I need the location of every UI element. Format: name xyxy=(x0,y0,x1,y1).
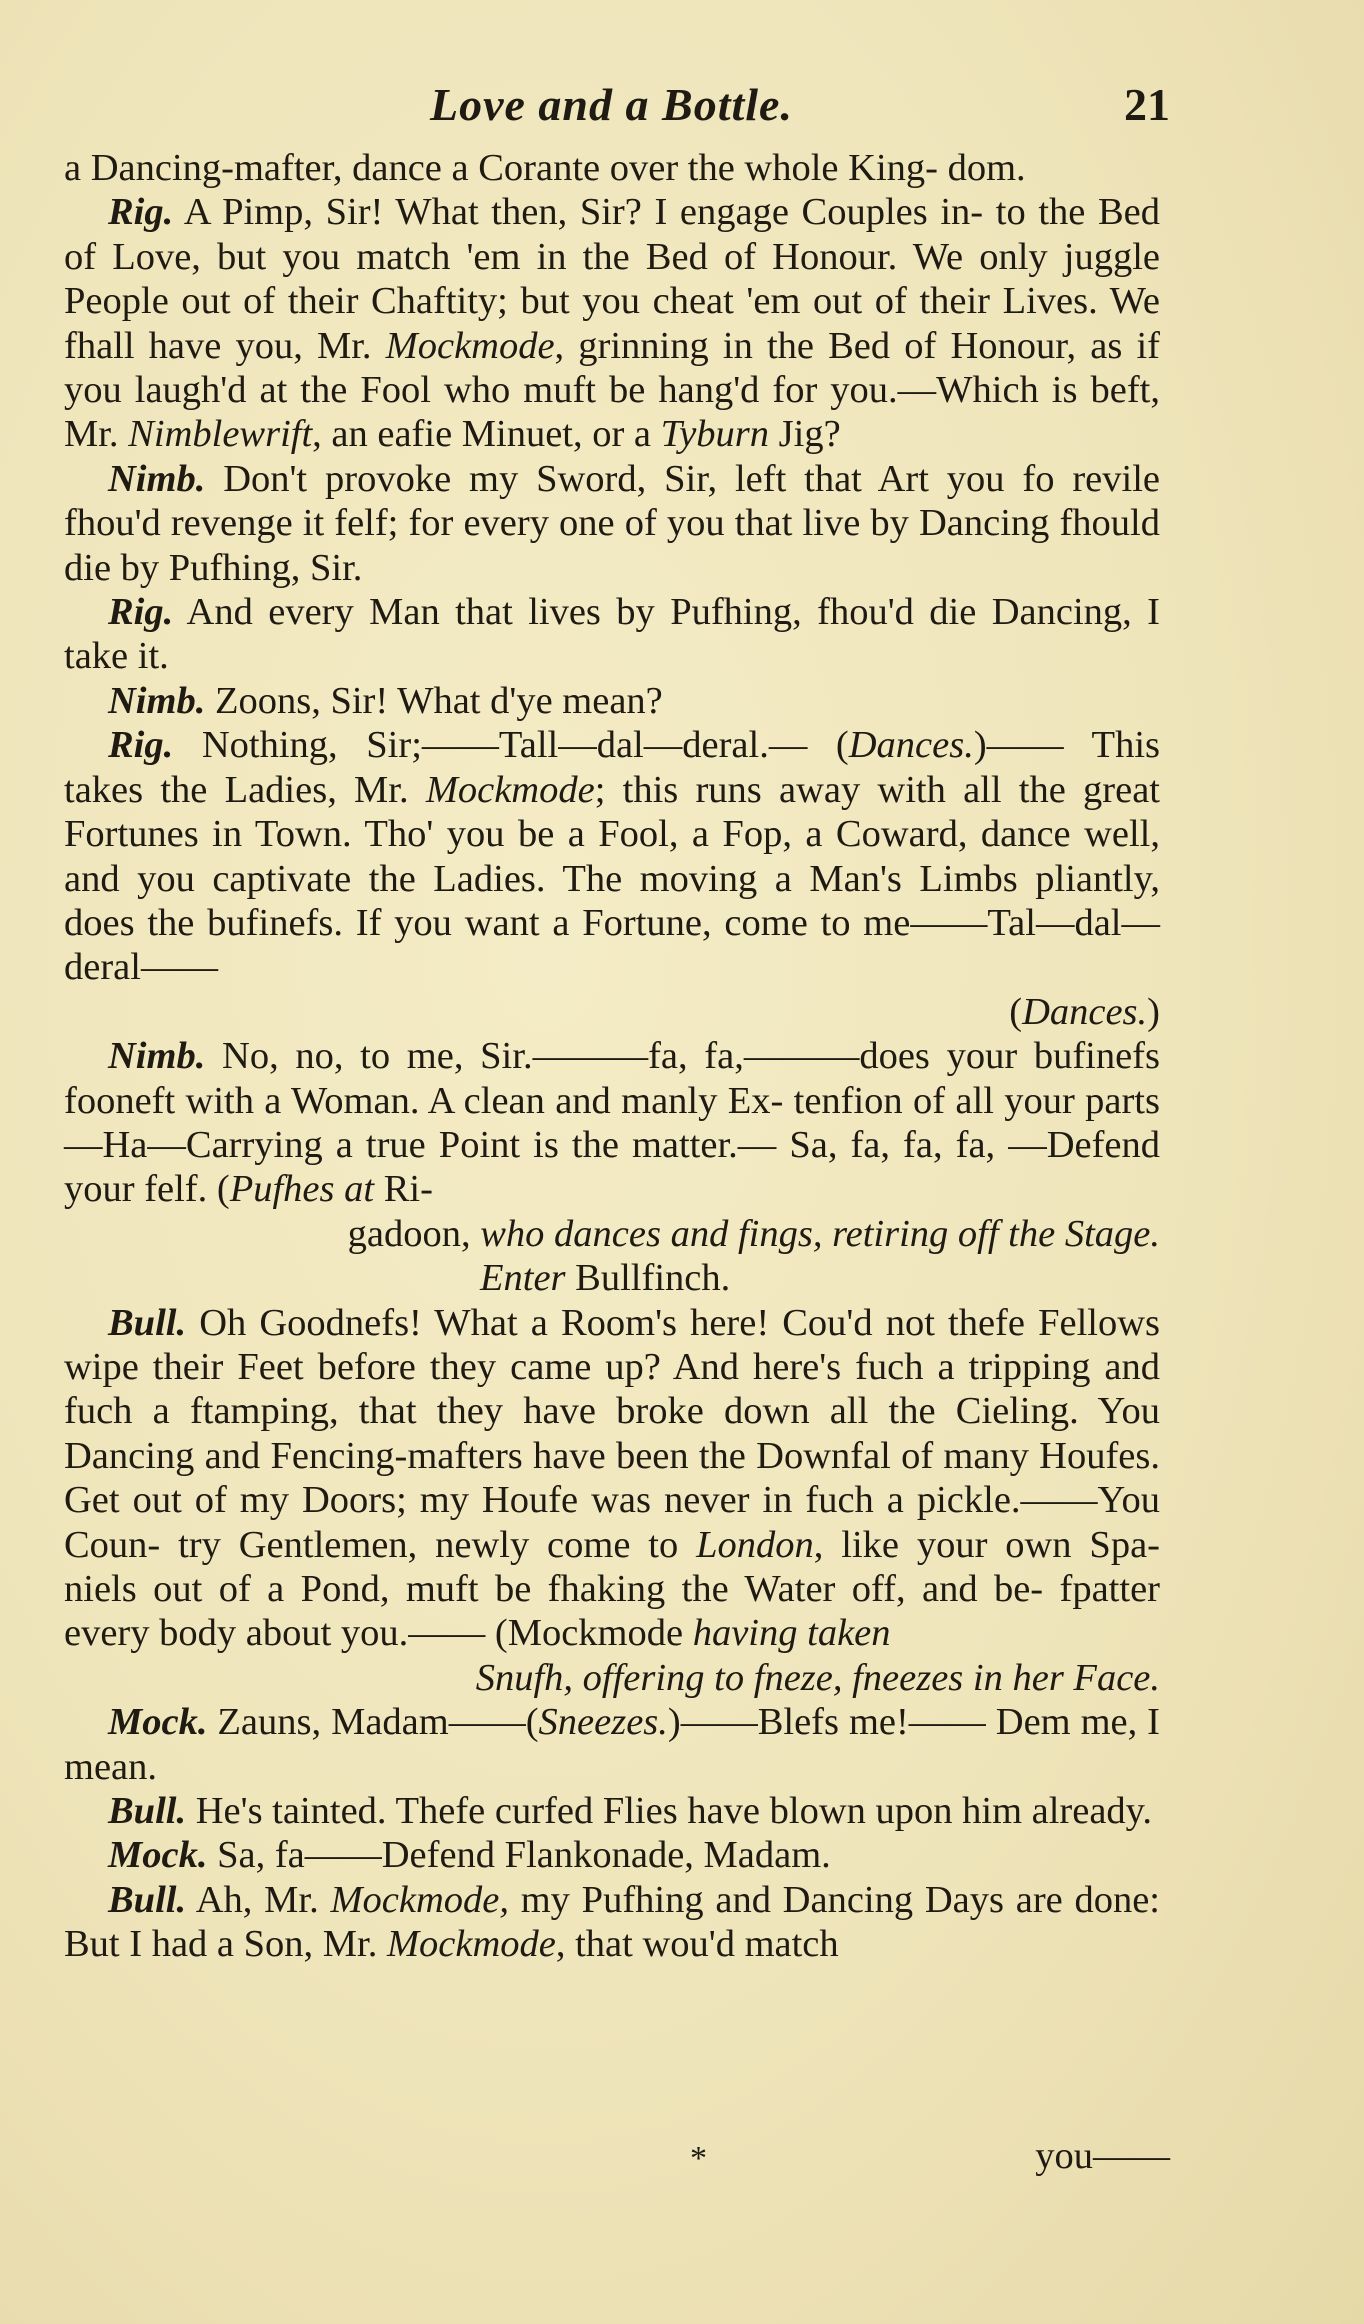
speaker-label: Mock. xyxy=(108,1701,208,1744)
speaker-label: Rig. xyxy=(108,191,174,234)
paragraph-continuation: a Dancing-mafter, dance a Corante over the whole King- dom. xyxy=(64,147,1026,189)
speech-nimblewrist-1: Nimb. Don't provoke my Sword, Sir, left that Art you fo revile fhou'd revenge it felf; for every one of you that live by Dancing fhould die by Pufhing, Sir. xyxy=(64,457,1160,589)
page-header xyxy=(60,78,1170,138)
speaker-label: Nimb. xyxy=(108,679,206,722)
speech-mockmode-1: Mock. Zauns, Madam——(Sneezes.)——Blefs me!—— Dem me, I mean. xyxy=(64,1701,1161,1788)
stage-direction-dances: (Dances.) xyxy=(1009,990,1160,1033)
stage-direction-enter: Enter Bullfinch. xyxy=(480,1257,731,1300)
speech-bullfinch-1: Bull. Oh Goodnefs! What a Room's here! Cou'd not thefe Fellows wipe their Feet before they came up? And here's fuch a tripping and fuch a ftamping, that they have broke down all the Cieling. You Dancing and Fencing-mafters have been the Downfal of many Houfes. Get out of my Doors; my Houfe was never in fuch a pickle.——You Coun- try Gentlemen, newly come to London, like your own Spa- niels out of a Pond, muft be fhaking the Water off, and be- fpatter every body about you.—— (Mockmode having taken xyxy=(64,1301,1160,1655)
speech-bullfinch-3: Bull. Ah, Mr. Mockmode, my Pufhing and Dancing Days are done: But I had a Son, Mr. Mockmode, that wou'd match xyxy=(64,1878,1161,1966)
speaker-label: Mock. xyxy=(108,1834,208,1877)
speaker-label: Bull. xyxy=(108,1301,187,1344)
signature-mark: * xyxy=(690,2140,707,2177)
speaker-label: Bull. xyxy=(108,1790,187,1833)
speaker-label: Rig. xyxy=(108,591,174,634)
text-body xyxy=(64,146,1160,1967)
stage-direction-snuff: Snufh, offering to fneze, fneezes in her Face. xyxy=(475,1656,1160,1699)
stage-direction-exit: gadoon, who dances and fings, retiring off the Stage. xyxy=(347,1212,1160,1255)
speech-rigadoon-1: Rig. A Pimp, Sir! What then, Sir? I engage Couples in- to the Bed of Love, but you match 'em in the Bed of Honour. We only juggle People out of their Chaftity; but you cheat 'em out of their Lives. We fhall have you, Mr. Mockmode, grinning in the Bed of Honour, as if you laugh'd at the Fool who muft be hang'd for you.—Which is beft, Mr. Nimblewrift, an eafie Minuet, or a Tyburn Jig? xyxy=(64,191,1160,456)
speech-rigadoon-2: Rig. And every Man that lives by Pufhing, fhou'd die Dancing, I take it. xyxy=(64,591,1160,678)
page-footer xyxy=(60,2134,1170,2184)
speaker-label: Nimb. xyxy=(108,1035,206,1078)
running-title: Love and a Bottle. xyxy=(430,79,793,130)
speech-mockmode-2: Mock. Sa, fa——Defend Flankonade, Madam. xyxy=(108,1834,831,1877)
speech-rigadoon-3: Rig. Nothing, Sir;——Tall—dal—deral.— (Dances.)—— This takes the Ladies, Mr. Mockmode; this runs away with all the great Fortunes in Town. Tho' you be a Fool, a Fop, a Coward, dance well, and you captivate the Ladies. The moving a Man's Limbs pliantly, does the bufinefs. If you want a Fortune, come to me——Tal—dal—deral—— xyxy=(64,724,1160,989)
speaker-label: Rig. xyxy=(108,724,174,767)
speech-nimblewrist-3: Nimb. No, no, to me, Sir.———fa, fa,———does your bufinefs fooneft with a Woman. A clean and manly Ex- tenfion of all your parts—Ha—Carrying a true Point is the matter.— Sa, fa, fa, fa, —Defend your felf. (Pufhes at Ri- xyxy=(64,1035,1160,1211)
speech-nimblewrist-2: Nimb. Zoons, Sir! What d'ye mean? xyxy=(108,679,663,722)
speaker-label: Bull. xyxy=(108,1878,187,1921)
catchword: you—— xyxy=(1035,2135,1170,2177)
speaker-label: Nimb. xyxy=(108,457,206,500)
speech-bullfinch-2: Bull. He's tainted. Thefe curfed Flies have blown upon him already. xyxy=(108,1790,1153,1833)
page-number: 21 xyxy=(1124,79,1170,130)
